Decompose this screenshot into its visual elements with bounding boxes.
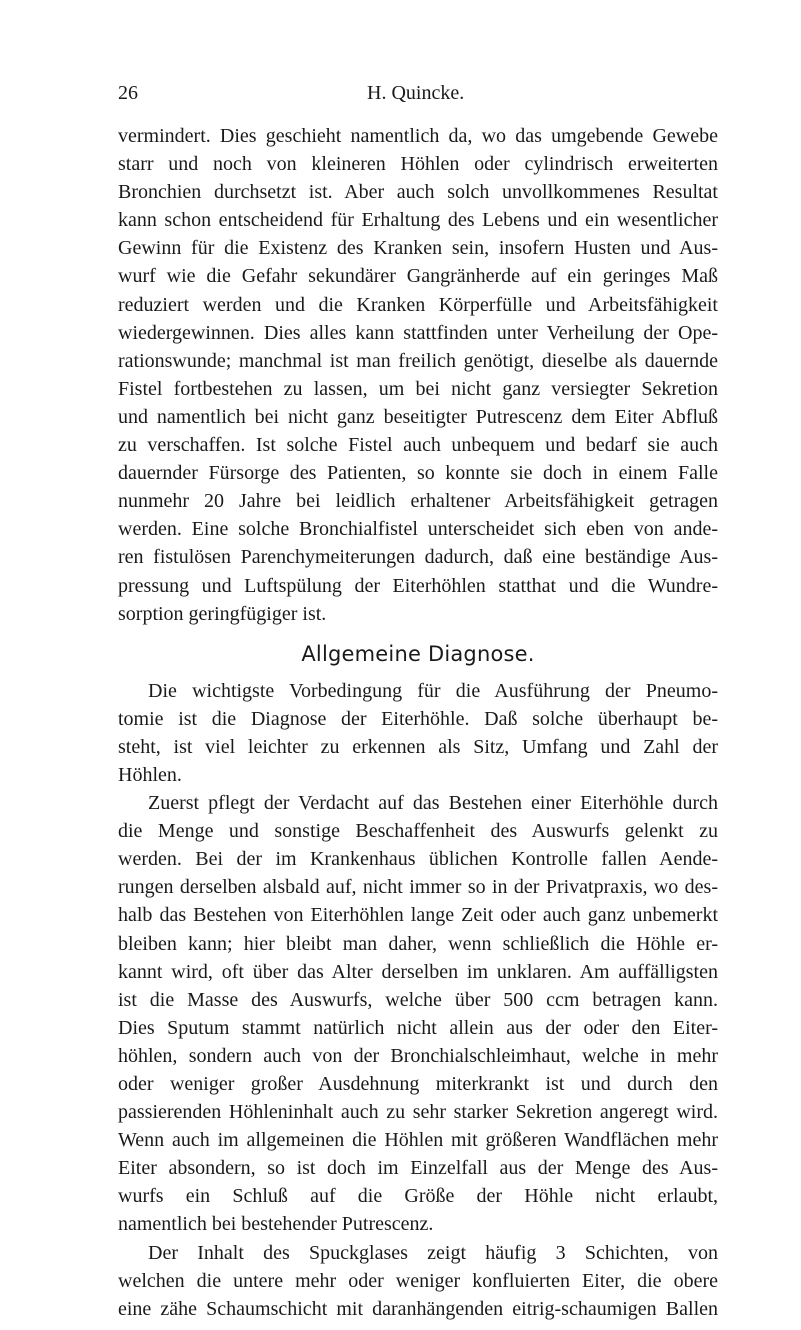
text-line: Bronchien durchsetzt ist. Aber auch solch unvollkommenes Resultat	[118, 181, 718, 204]
text-line: reduziert werden und die Kranken Körperfülle und Arbeitsfähigkeit	[118, 293, 718, 316]
text-line: starr und noch von kleineren Höhlen oder cylindrisch erweiterten	[118, 153, 718, 176]
page-number: 26	[118, 82, 138, 104]
text-line: oder weniger großer Ausdehnung miterkrankt ist und durch den	[118, 1073, 718, 1095]
paragraph-4	[118, 1239, 718, 1323]
text-line: halb das Bestehen von Eiterhöhlen lange Zeit oder auch ganz unbemerkt	[118, 904, 718, 927]
text-line: höhlen, sondern auch von der Bronchialschleimhaut, welche in mehr	[118, 1044, 718, 1067]
text-line: wurf wie die Gefahr sekundärer Gangränherde auf ein geringes Maß	[118, 265, 718, 288]
text-line: werden. Eine solche Bronchialfistel unterscheidet sich eben von ande-	[118, 518, 718, 541]
text-line: nunmehr 20 Jahre bei leidlich erhaltener Arbeitsfähigkeit getragen	[118, 490, 718, 513]
text-line: Wenn auch im allgemeinen die Höhlen mit größeren Wandflächen mehr	[118, 1129, 718, 1152]
paragraph-3	[118, 789, 718, 1239]
text-line: eine zähe Schaumschicht mit daranhängenden eitrig-schaumigen Ballen	[118, 1297, 718, 1320]
text-line: kannt wird, oft über das Alter derselben im unklaren. Am auffälligsten	[118, 960, 718, 983]
text-line: rationswunde; manchmal ist man freilich genötigt, dieselbe als dauernde	[118, 349, 718, 372]
text-line: bleiben kann; hier bleibt man daher, wenn schließlich die Höhle er-	[118, 932, 718, 955]
text-line: Der Inhalt des Spuckglases zeigt häufig 3 Schichten, von	[148, 1241, 718, 1264]
running-head	[118, 79, 718, 107]
text-line: pressung und Luftspülung der Eiterhöhlen statthat und die Wundre-	[118, 574, 718, 597]
text-line: tomie ist die Diagnose der Eiterhöhle. Daß solche überhaupt be-	[118, 707, 718, 730]
text-line: werden. Bei der im Krankenhaus üblichen Kontrolle fallen Aende-	[118, 848, 718, 871]
text-line: dauernder Fürsorge des Patienten, so konnte sie doch in einem Falle	[118, 462, 718, 485]
running-head-author: H. Quincke.	[367, 82, 465, 104]
paragraph-1	[118, 122, 718, 628]
text-line: Eiter absondern, so ist doch im Einzelfall aus der Menge des Aus-	[118, 1157, 718, 1180]
text-line: vermindert. Dies geschieht namentlich da, wo das umgebende Gewebe	[118, 125, 718, 147]
text-line: namentlich bei bestehender Putrescenz.	[118, 1213, 434, 1236]
text-line: Dies Sputum stammt natürlich nicht allein aus der oder den Eiter-	[118, 1016, 718, 1039]
text-line: zu verschaffen. Ist solche Fistel auch unbequem und bedarf sie auch	[118, 434, 718, 457]
text-line: steht, ist viel leichter zu erkennen als Sitz, Umfang und Zahl der	[118, 735, 718, 758]
text-line: Höhlen.	[118, 763, 182, 786]
text-line: ist die Masse des Auswurfs, welche über 500 ccm betragen kann.	[118, 988, 718, 1011]
text-line: sorption geringfügiger ist.	[118, 602, 327, 625]
text-line: Zuerst pflegt der Verdacht auf das Bestehen einer Eiterhöhle durch	[148, 792, 718, 815]
paragraph-2	[118, 677, 718, 789]
text-line: die Menge und sonstige Beschaffenheit des Auswurfs gelenkt zu	[118, 820, 718, 843]
text-line: welchen die untere mehr oder weniger konfluierten Eiter, die obere	[118, 1269, 718, 1292]
text-line: Gewinn für die Existenz des Kranken sein, insofern Husten und Aus-	[118, 237, 718, 260]
section-heading: Allgemeine Diagnose.	[301, 641, 535, 666]
text-line: ren fistulösen Parenchymeiterungen dadurch, daß eine beständige Aus-	[118, 546, 718, 569]
body-text	[118, 122, 718, 1323]
text-line: Die wichtigste Vorbedingung für die Ausführung der Pneumo-	[148, 679, 718, 702]
text-line: Fistel fortbestehen zu lassen, um bei nicht ganz versiegter Sekretion	[118, 377, 718, 400]
text-line: passierenden Höhleninhalt auch zu sehr starker Sekretion angeregt wird.	[118, 1101, 718, 1124]
text-line: kann schon entscheidend für Erhaltung des Lebens und ein wesentlicher	[118, 209, 718, 232]
text-line: wiedergewinnen. Dies alles kann stattfinden unter Verheilung der Ope-	[118, 321, 718, 344]
text-line: wurfs ein Schluß auf die Größe der Höhle nicht erlaubt,	[118, 1185, 718, 1208]
text-line: und namentlich bei nicht ganz beseitigter Putrescenz dem Eiter Abfluß	[118, 405, 718, 428]
text-line: rungen derselben alsbald auf, nicht immer so in der Privatpraxis, wo des-	[118, 876, 718, 899]
